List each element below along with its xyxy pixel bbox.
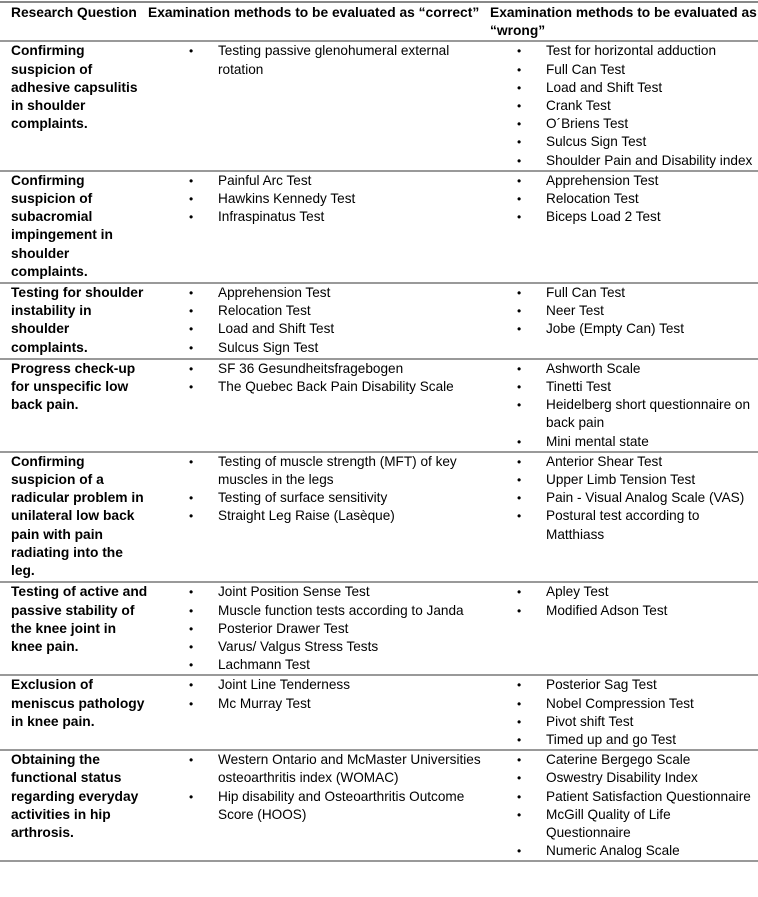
method-label: Biceps Load 2 Test [546,209,661,225]
list-item [490,676,758,694]
bullet-icon: • [189,509,194,524]
method-label: Modified Adson Test [546,602,668,618]
list-item [148,620,490,638]
list-item [490,507,758,543]
list-item [148,360,490,378]
list-item [148,676,490,694]
list-item [490,360,758,378]
bullet-icon: • [517,398,522,413]
method-label: Pivot shift Test [546,713,634,729]
method-label: Painful Arc Test [218,172,312,188]
list-item [148,453,490,489]
method-label: Test for horizontal adduction [546,43,717,59]
list-item [148,656,490,674]
list-item [490,172,758,190]
method-label: Relocation Test [546,191,639,207]
list-item [490,788,758,806]
method-label: Heidelberg short questionnaire on back pain [546,397,751,431]
method-label: Apley Test [546,584,609,600]
wrong-methods-cell [490,750,758,861]
table-row [0,750,758,861]
bullet-icon: • [189,173,194,188]
bullet-icon: • [517,286,522,301]
bullet-icon: • [189,340,194,355]
bullet-icon: • [517,696,522,711]
correct-methods-cell [148,283,490,359]
method-label: Lachmann Test [218,657,310,673]
bullet-icon: • [189,322,194,337]
correct-methods-list [148,751,490,824]
bullet-icon: • [189,454,194,469]
correct-methods-list [148,42,490,78]
research-question-cell: Confirming suspicion of subacromial impingement in shoulder complaints. [11,172,113,279]
list-item [148,638,490,656]
correct-methods-list [148,583,490,674]
bullet-icon: • [517,44,522,59]
list-item [490,115,758,133]
method-label: Full Can Test [546,285,626,301]
wrong-methods-list [490,453,758,544]
list-item [490,42,758,60]
bullet-icon: • [517,210,522,225]
bullet-icon: • [517,380,522,395]
list-item [490,320,758,338]
bullet-icon: • [189,639,194,654]
research-question-cell: Testing for shoulder instability in shoulder complaints. [11,285,144,355]
correct-methods-list [148,284,490,357]
bullet-icon: • [517,771,522,786]
bullet-icon: • [517,173,522,188]
method-label: Relocation Test [218,303,311,319]
method-label: Joint Position Sense Test [218,584,370,600]
table-row [0,41,758,170]
list-item [490,769,758,787]
research-question-cell: Confirming suspicion of adhesive capsulitis in shoulder complaints. [11,43,138,132]
method-label: Ashworth Scale [546,360,641,376]
list-item [148,695,490,713]
method-label: Full Can Test [546,61,626,77]
method-label: Western Ontario and McMaster Universities osteoarthritis index (WOMAC) [218,752,481,786]
correct-methods-list [148,172,490,227]
method-label: Joint Line Tenderness [218,677,351,693]
method-label: Crank Test [546,98,611,114]
method-label: Varus/ Valgus Stress Tests [218,638,379,654]
bullet-icon: • [189,696,194,711]
bullet-icon: • [189,603,194,618]
bullet-icon: • [189,361,194,376]
method-label: Pain - Visual Analog Scale (VAS) [546,490,745,506]
research-question-cell: Exclusion of meniscus pathology in knee pain. [11,677,145,729]
bullet-icon: • [189,789,194,804]
list-item [148,788,490,824]
bullet-icon: • [517,304,522,319]
method-label: Patient Satisfaction Questionnaire [546,788,751,804]
method-label: Mc Murray Test [218,695,311,711]
method-label: Caterine Bergego Scale [546,752,691,768]
list-item [490,489,758,507]
correct-methods-list [148,676,490,712]
bullet-icon: • [189,491,194,506]
research-question-cell: Testing of active and passive stability of the knee joint in knee pain. [11,584,148,654]
list-item [490,602,758,620]
bullet-icon: • [517,807,522,822]
wrong-methods-cell [490,452,758,582]
method-label: McGill Quality of Life Questionnaire [546,806,671,840]
bullet-icon: • [517,678,522,693]
list-item [490,97,758,115]
header-row [0,2,758,41]
list-item [148,751,490,787]
bullet-icon: • [189,658,194,673]
method-label: Neer Test [546,303,604,319]
wrong-methods-list [490,751,758,860]
wrong-methods-cell [490,283,758,359]
bullet-icon: • [517,192,522,207]
list-item [490,806,758,842]
bullet-icon: • [517,454,522,469]
bullet-icon: • [189,44,194,59]
list-item [490,190,758,208]
method-label: Hip disability and Osteoarthritis Outcome Score (HOOS) [218,788,465,822]
table-row [0,582,758,675]
list-item [490,61,758,79]
list-item [148,583,490,601]
bullet-icon: • [517,361,522,376]
list-item [148,284,490,302]
method-label: Load and Shift Test [546,79,663,95]
method-label: Shoulder Pain and Disability index [546,152,753,168]
table-row [0,359,758,452]
header-correct-methods: Examination methods to be evaluated as “correct” [148,5,480,20]
method-label: Muscle function tests according to Janda [218,602,464,618]
list-item [490,433,758,451]
bullet-icon: • [517,789,522,804]
list-item [490,208,758,226]
method-label: Posterior Sag Test [546,677,657,693]
bullet-icon: • [189,585,194,600]
method-label: Straight Leg Raise (Lasèque) [218,508,395,524]
header-research-question: Research Question [11,5,137,20]
list-item [148,302,490,320]
list-item [148,489,490,507]
bullet-icon: • [517,153,522,168]
bullet-icon: • [517,603,522,618]
list-item [148,172,490,190]
wrong-methods-list [490,42,758,169]
bullet-icon: • [189,286,194,301]
method-label: Timed up and go Test [546,731,676,747]
list-item [490,133,758,151]
correct-methods-cell [148,41,490,170]
method-label: O´Briens Test [546,116,629,132]
method-label: SF 36 Gesundheitsfragebogen [218,360,404,376]
examination-methods-table [0,1,758,862]
bullet-icon: • [517,509,522,524]
bullet-icon: • [517,322,522,337]
wrong-methods-cell [490,582,758,675]
bullet-icon: • [517,99,522,114]
list-item [490,751,758,769]
method-label: Infraspinatus Test [218,209,325,225]
bullet-icon: • [517,491,522,506]
method-label: Hawkins Kennedy Test [218,191,356,207]
bullet-icon: • [189,621,194,636]
wrong-methods-list [490,583,758,619]
bullet-icon: • [517,434,522,449]
method-label: Nobel Compression Test [546,695,694,711]
list-item [148,190,490,208]
method-label: Load and Shift Test [218,321,335,337]
wrong-methods-list [490,172,758,227]
method-label: Sulcus Sign Test [218,339,319,355]
method-label: Apprehension Test [218,285,331,301]
method-label: Tinetti Test [546,379,611,395]
research-question-cell: Confirming suspicion of a radicular problem in unilateral low back pain with pain radiating into the leg. [11,453,144,579]
method-label: Numeric Analog Scale [546,843,680,859]
list-item [490,79,758,97]
wrong-methods-cell [490,171,758,283]
method-label: The Quebec Back Pain Disability Scale [218,379,454,395]
bullet-icon: • [517,117,522,132]
bullet-icon: • [517,585,522,600]
bullet-icon: • [517,62,522,77]
bullet-icon: • [189,678,194,693]
bullet-icon: • [517,135,522,150]
list-item [148,320,490,338]
method-label: Testing of muscle strength (MFT) of key muscles in the legs [218,453,457,488]
bullet-icon: • [517,753,522,768]
list-item [148,339,490,357]
method-label: Anterior Shear Test [546,453,663,469]
correct-methods-cell [148,171,490,283]
bullet-icon: • [517,80,522,95]
correct-methods-cell [148,452,490,582]
method-label: Sulcus Sign Test [546,134,647,150]
correct-methods-cell [148,750,490,861]
method-label: Upper Limb Tension Test [546,472,696,488]
bullet-icon: • [517,473,522,488]
wrong-methods-cell [490,41,758,170]
list-item [490,378,758,396]
list-item [490,695,758,713]
method-label: Jobe (Empty Can) Test [546,321,685,337]
list-item [490,302,758,320]
bullet-icon: • [189,753,194,768]
table-row [0,675,758,750]
wrong-methods-cell [490,359,758,452]
list-item [490,583,758,601]
table-row [0,171,758,283]
correct-methods-list [148,360,490,396]
correct-methods-cell [148,582,490,675]
bullet-icon: • [517,714,522,729]
research-question-cell: Progress check-up for unspecific low back pain. [11,360,136,413]
wrong-methods-cell [490,675,758,750]
table-row [0,452,758,582]
list-item [490,713,758,731]
list-item [148,208,490,226]
bullet-icon: • [517,844,522,859]
wrong-methods-list [490,360,758,451]
method-label: Postural test according to Matthiass [546,508,700,542]
method-label: Testing of surface sensitivity [218,490,388,506]
research-question-cell: Obtaining the functional status regarding everyday activities in hip arthrosis. [11,752,139,840]
list-item [490,284,758,302]
list-item [148,42,490,78]
bullet-icon: • [189,192,194,207]
bullet-icon: • [189,210,194,225]
method-label: Apprehension Test [546,172,659,188]
list-item [148,507,490,525]
header-wrong-methods: Examination methods to be evaluated as “wrong” [490,5,757,39]
list-item [490,396,758,432]
list-item [490,471,758,489]
list-item [490,152,758,170]
method-label: Testing passive glenohumeral external rotation [218,43,450,77]
correct-methods-cell [148,359,490,452]
correct-methods-cell [148,675,490,750]
list-item [490,453,758,471]
method-label: Oswestry Disability Index [546,770,698,786]
bullet-icon: • [189,380,194,395]
correct-methods-list [148,453,490,526]
table-row [0,283,758,359]
method-label: Posterior Drawer Test [218,620,349,636]
method-label: Mini mental state [546,433,649,449]
wrong-methods-list [490,676,758,749]
list-item [148,602,490,620]
list-item [490,842,758,860]
wrong-methods-list [490,284,758,339]
list-item [490,731,758,749]
list-item [148,378,490,396]
bullet-icon: • [517,732,522,747]
bullet-icon: • [189,304,194,319]
